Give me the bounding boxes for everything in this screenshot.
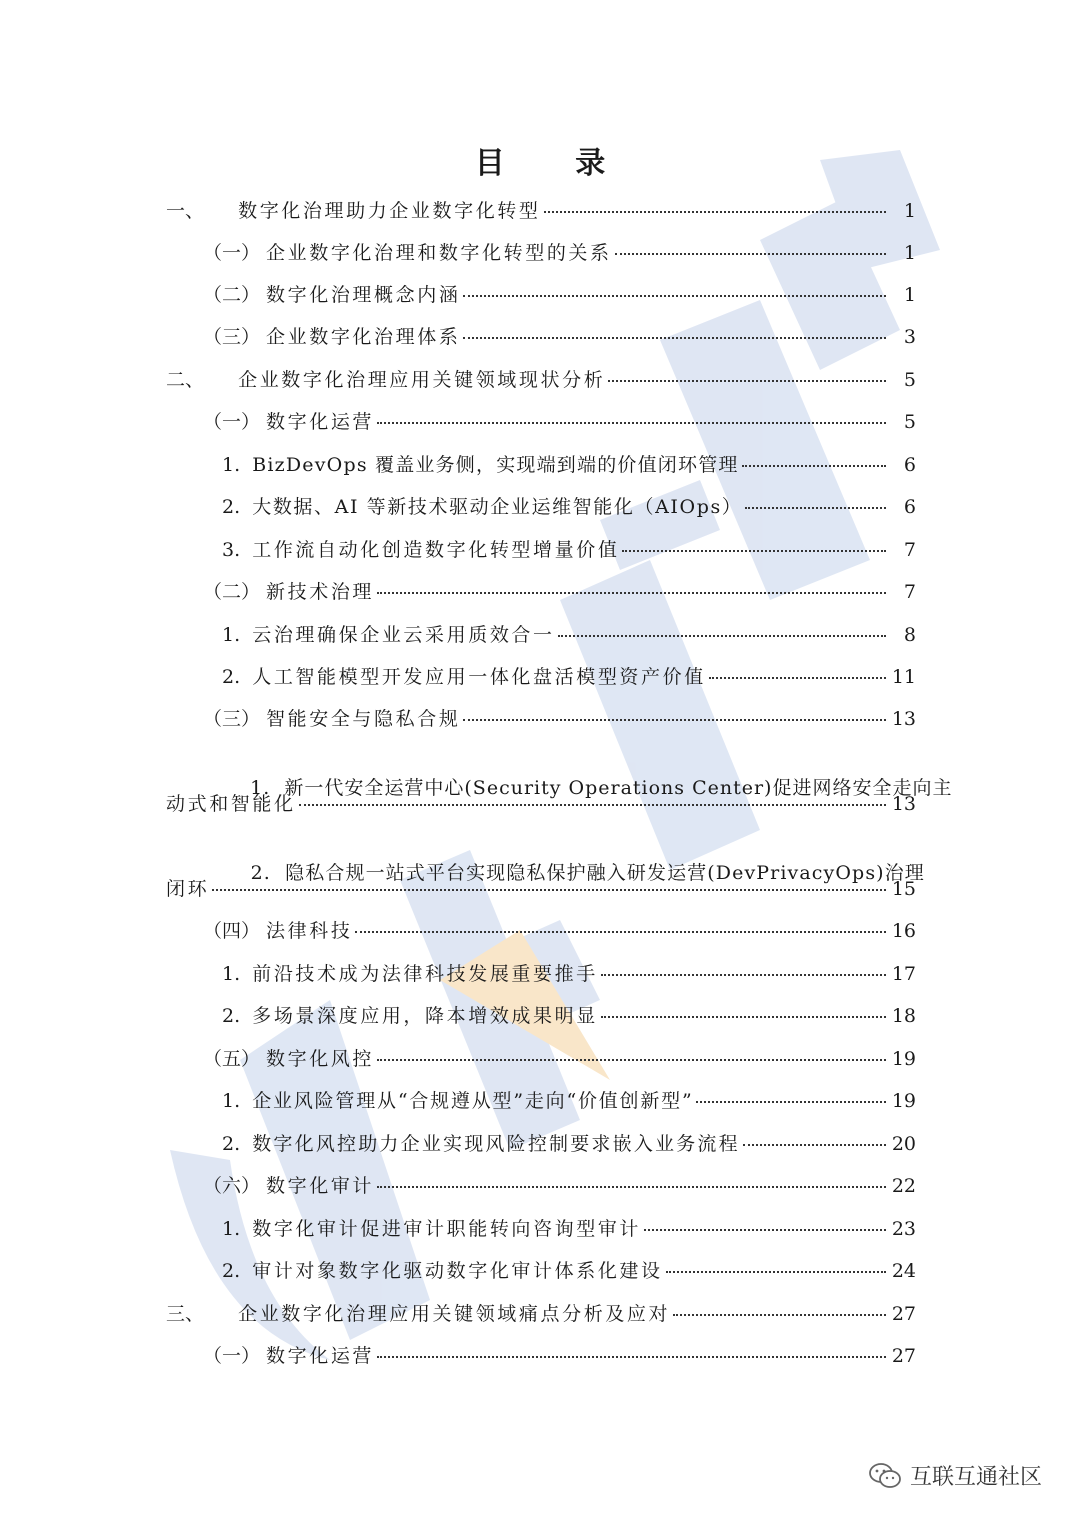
dot-leader bbox=[644, 1228, 886, 1231]
dot-leader bbox=[544, 210, 887, 213]
toc-entry[interactable]: 2. 多场景深度应用，降本增效成果明显 18 bbox=[222, 1005, 916, 1027]
dot-leader bbox=[709, 676, 886, 679]
toc-entry[interactable]: （二） 新技术治理 7 bbox=[203, 581, 916, 603]
page-number: 17 bbox=[891, 963, 916, 985]
page-number: 22 bbox=[891, 1175, 916, 1197]
footer-brand[interactable] bbox=[868, 1460, 1042, 1491]
toc-entry[interactable]: （一） 数字化运营 27 bbox=[203, 1345, 916, 1367]
dot-leader bbox=[355, 930, 886, 933]
toc-entry[interactable]: （二） 数字化治理概念内涵 1 bbox=[203, 284, 916, 306]
page-number: 27 bbox=[891, 1345, 916, 1367]
page-number: 7 bbox=[903, 539, 916, 561]
toc-entry-first-line[interactable]: 1. 新一代安全运营中心(Security Operations Center)促进网络安全走向主 bbox=[250, 777, 953, 799]
toc-entry[interactable]: 动式和智能化 13 bbox=[166, 793, 916, 815]
dot-leader bbox=[377, 1185, 886, 1188]
dot-leader bbox=[608, 379, 886, 382]
page-number: 1 bbox=[903, 242, 916, 264]
page-number: 15 bbox=[891, 878, 916, 900]
dot-leader bbox=[742, 464, 886, 467]
toc-entry[interactable]: 1. 数字化审计促进审计职能转向咨询型审计 23 bbox=[222, 1218, 916, 1240]
toc-entry[interactable]: 闭环 15 bbox=[166, 878, 916, 900]
page-number: 13 bbox=[891, 708, 916, 730]
page-number: 6 bbox=[903, 454, 916, 476]
wechat-icon bbox=[868, 1462, 902, 1490]
page-number: 19 bbox=[891, 1048, 916, 1070]
page-number: 11 bbox=[891, 666, 916, 688]
dot-leader bbox=[745, 506, 886, 509]
toc-entry[interactable]: （三） 企业数字化治理体系 3 bbox=[203, 326, 916, 348]
dot-leader bbox=[377, 591, 886, 594]
dot-leader bbox=[622, 549, 886, 552]
dot-leader bbox=[601, 973, 886, 976]
dot-leader bbox=[601, 1015, 886, 1018]
dot-leader bbox=[558, 634, 886, 637]
toc-entry[interactable]: 1. 企业风险管理从“合规遵从型”走向“价值创新型” 19 bbox=[222, 1090, 916, 1112]
toc-entry[interactable]: 二、 企业数字化治理应用关键领域现状分析 5 bbox=[166, 369, 916, 391]
page-number: 23 bbox=[891, 1218, 916, 1240]
dot-leader bbox=[696, 1100, 886, 1103]
toc-entry[interactable]: （四） 法律科技 16 bbox=[203, 920, 916, 942]
toc-entry[interactable]: 1. 云治理确保企业云采用质效合一 8 bbox=[222, 624, 916, 646]
toc-entry[interactable]: （三） 智能安全与隐私合规 13 bbox=[203, 708, 916, 730]
toc-entry[interactable]: 1. BizDevOps 覆盖业务侧，实现端到端的价值闭环管理 6 bbox=[222, 454, 916, 476]
toc-entry[interactable]: （五） 数字化风控 19 bbox=[203, 1048, 916, 1070]
page-number: 1 bbox=[903, 284, 916, 306]
toc-entry[interactable]: （六） 数字化审计 22 bbox=[203, 1175, 916, 1197]
toc-entry[interactable]: 2. 人工智能模型开发应用一体化盘活模型资产价值 11 bbox=[222, 666, 916, 688]
page-number: 3 bbox=[903, 326, 916, 348]
toc-entry[interactable]: 2. 数字化风控助力企业实现风险控制要求嵌入业务流程 20 bbox=[222, 1133, 916, 1155]
page-title: 目 录 bbox=[474, 146, 636, 181]
toc-entry[interactable]: 三、 企业数字化治理应用关键领域痛点分析及应对 27 bbox=[166, 1303, 916, 1325]
toc-entry[interactable]: 2. 大数据、AI 等新技术驱动企业运维智能化（AIOps） 6 bbox=[222, 496, 916, 518]
page-number: 16 bbox=[891, 920, 916, 942]
toc-entry[interactable]: 一、 数字化治理助力企业数字化转型 1 bbox=[166, 200, 916, 222]
page-number: 1 bbox=[903, 200, 916, 222]
page-number: 6 bbox=[903, 496, 916, 518]
dot-leader bbox=[377, 1355, 886, 1358]
toc-entry[interactable]: 3. 工作流自动化创造数字化转型增量价值 7 bbox=[222, 539, 916, 561]
page-number: 13 bbox=[891, 793, 916, 815]
toc-entry[interactable]: （一） 数字化运营 5 bbox=[203, 411, 916, 433]
toc-entry[interactable]: 2. 审计对象数字化驱动数字化审计体系化建设 24 bbox=[222, 1260, 916, 1282]
dot-leader bbox=[463, 336, 886, 339]
dot-leader bbox=[463, 718, 886, 721]
page-number: 7 bbox=[903, 581, 916, 603]
toc-entry[interactable]: （一） 企业数字化治理和数字化转型的关系 1 bbox=[203, 242, 916, 264]
page-number: 5 bbox=[903, 411, 916, 433]
dot-leader bbox=[673, 1313, 886, 1316]
dot-leader bbox=[377, 1058, 886, 1061]
page-number: 19 bbox=[891, 1090, 916, 1112]
dot-leader bbox=[299, 803, 886, 806]
page-number: 20 bbox=[891, 1133, 916, 1155]
dot-leader bbox=[463, 294, 886, 297]
footer-brand-label: 互联互通社区 bbox=[909, 1465, 1042, 1490]
dot-leader bbox=[743, 1143, 886, 1146]
page-number: 24 bbox=[891, 1260, 916, 1282]
page-number: 18 bbox=[891, 1005, 916, 1027]
dot-leader bbox=[615, 252, 886, 255]
page-number: 5 bbox=[903, 369, 916, 391]
page-number: 27 bbox=[891, 1303, 916, 1325]
dot-leader bbox=[212, 888, 886, 891]
dot-leader bbox=[666, 1270, 886, 1273]
dot-leader bbox=[377, 421, 886, 424]
toc-entry[interactable]: 1. 前沿技术成为法律科技发展重要推手 17 bbox=[222, 963, 916, 985]
page-number: 8 bbox=[903, 624, 916, 646]
toc-entry-first-line[interactable]: 2. 隐私合规一站式平台实现隐私保护融入研发运营(DevPrivacyOps)治理 bbox=[250, 862, 925, 884]
